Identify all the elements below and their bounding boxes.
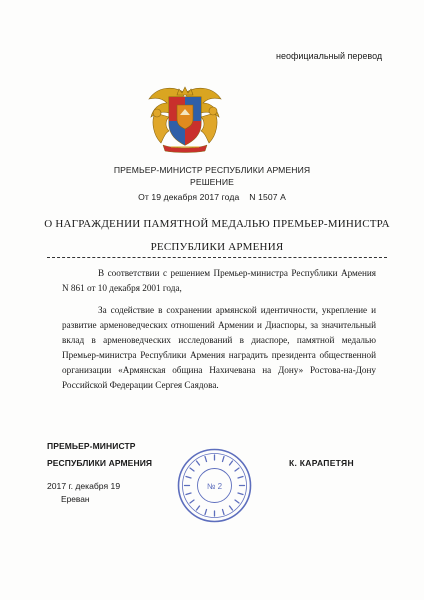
document-title-line2: РЕСПУБЛИКИ АРМЕНИЯ [150, 241, 284, 253]
paragraph-award-text: За содействие в сохранении армянской идентичности, укрепление и развитие арменоведческих отношений Армении и Диаспоры, за значительный вклад в арменоведческих исследований в диаспоре, памятной медалью Премьер-министра Республики Армения наградить президента общественной организации «Армянская община Нахичевана на Дону» Ростова-на-Дону Российской Федерации Сергея Саядова. [62, 305, 376, 390]
signatory-title-line1: ПРЕМЬЕР-МИНИСТР [47, 441, 136, 451]
coat-of-arms-icon [145, 83, 225, 155]
official-stamp-icon [176, 447, 253, 524]
signatory-title-line2: РЕСПУБЛИКИ АРМЕНИЯ [47, 458, 153, 468]
signing-date: 2017 г. декабря 19 [47, 481, 121, 491]
document-type: РЕШЕНИЕ [190, 177, 234, 187]
unofficial-translation-note: неофициальный перевод [276, 51, 383, 61]
paragraph-basis-text: В соответствии с решением Премьер-министра Республики Армения N 861 от 10 декабря 2001 года, [62, 268, 376, 293]
signing-city: Ереван [61, 494, 90, 504]
decision-date-number: От 19 декабря 2017 года N 1507 А [138, 192, 286, 202]
issuing-authority: ПРЕМЬЕР-МИНИСТР РЕСПУБЛИКИ АРМЕНИЯ [113, 165, 311, 175]
document-title-line1: О НАГРАЖДЕНИИ ПАМЯТНОЙ МЕДАЛЬЮ ПРЕМЬЕР-МИНИСТРА [44, 218, 390, 230]
paragraph-award [62, 303, 376, 393]
dashed-separator [47, 257, 387, 258]
paragraph-basis [62, 266, 376, 296]
stamp-number: № 2 [206, 482, 223, 491]
signatory-name: К. КАРАПЕТЯН [289, 458, 354, 468]
